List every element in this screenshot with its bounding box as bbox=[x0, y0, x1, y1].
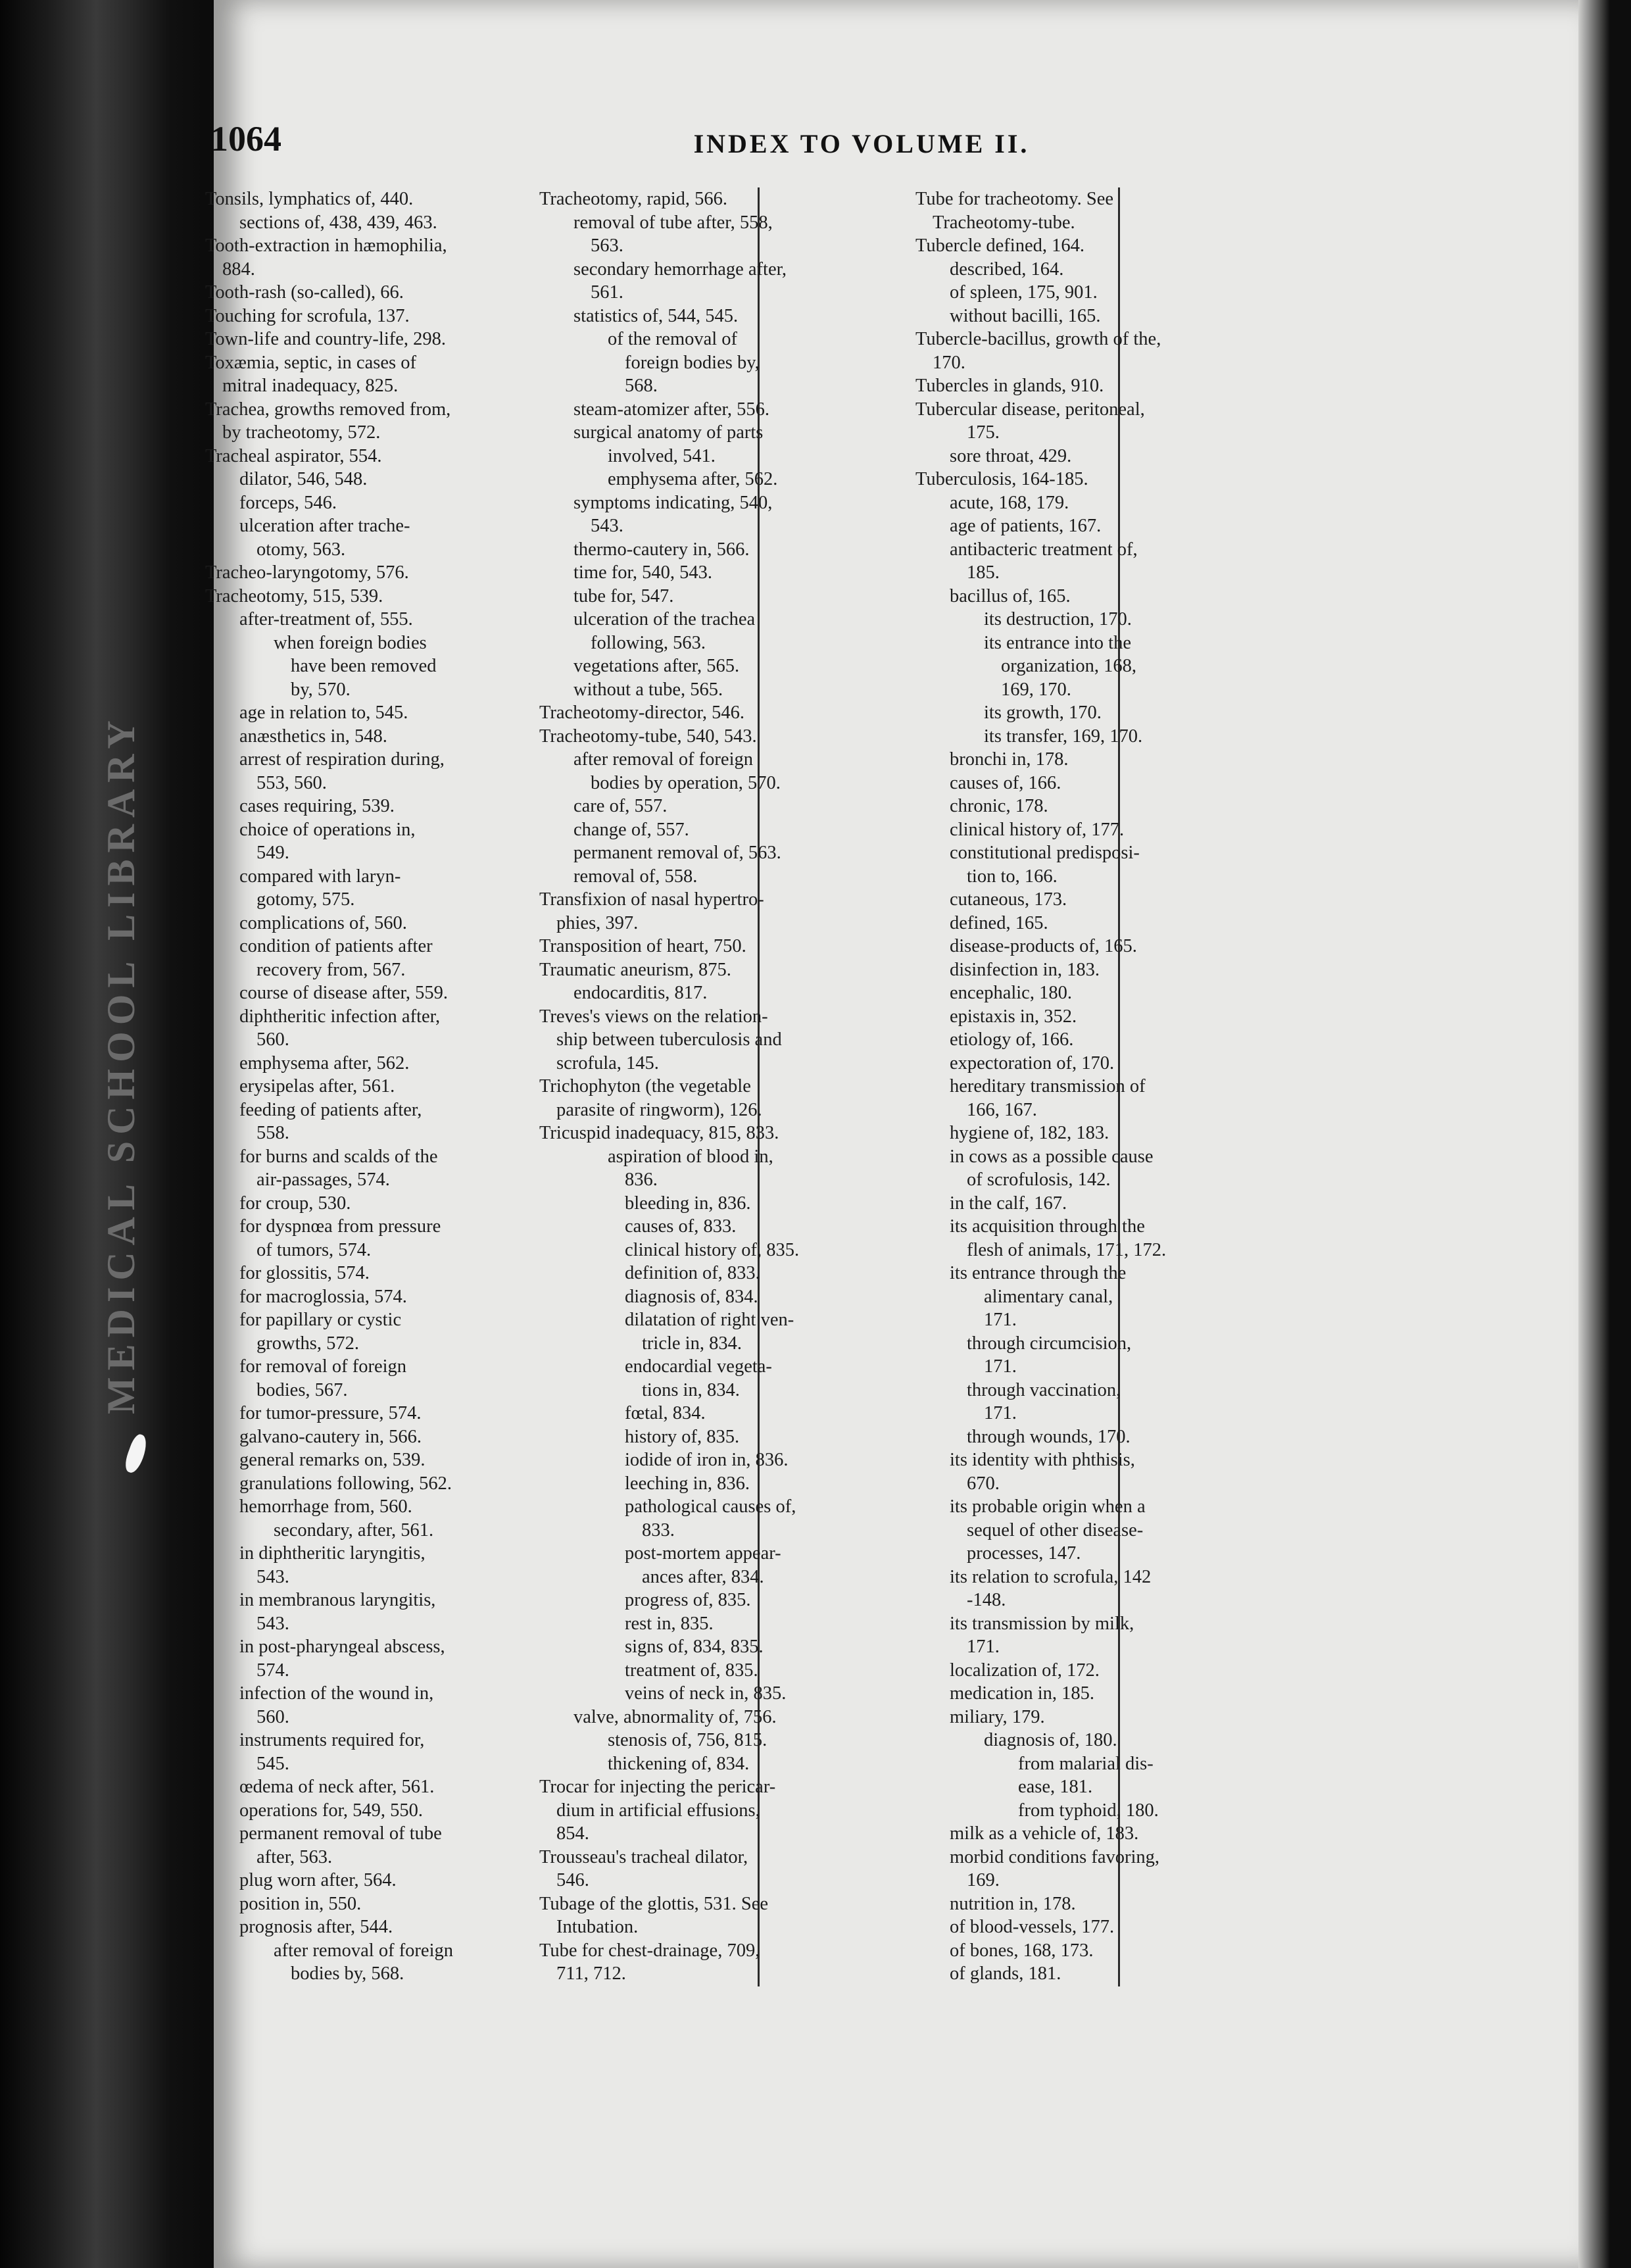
index-entry-line: clinical history of, 177. bbox=[950, 819, 1125, 840]
index-entry-line: 574. bbox=[256, 1660, 289, 1681]
index-entry-line: 553, 560. bbox=[256, 772, 327, 793]
index-entry-line: veins of neck in, 835. bbox=[625, 1683, 787, 1704]
index-entry-line: general remarks on, 539. bbox=[239, 1450, 426, 1470]
index-entry-line: Tooth-extraction in hæmophilia, bbox=[205, 235, 447, 256]
index-entry-line: 670. bbox=[967, 1473, 1000, 1494]
index-entry-line: aspiration of blood in, bbox=[608, 1146, 773, 1167]
index-entry-line: chronic, 178. bbox=[950, 796, 1048, 816]
index-entry-line: foreign bodies by, bbox=[625, 352, 760, 373]
index-entry-line: of bones, 168, 173. bbox=[950, 1940, 1094, 1961]
index-entry-line: Tube for tracheotomy. See bbox=[915, 189, 1114, 209]
index-entry-line: erysipelas after, 561. bbox=[239, 1076, 395, 1097]
index-entry-line: miliary, 179. bbox=[950, 1706, 1045, 1727]
index-entry-line: cases requiring, 539. bbox=[239, 796, 395, 816]
index-entry-line: signs of, 834, 835. bbox=[625, 1637, 764, 1657]
index-entry-line: for tumor-pressure, 574. bbox=[239, 1403, 422, 1423]
index-entry-line: gotomy, 575. bbox=[256, 889, 355, 910]
index-entry-line: its acquisition through the bbox=[950, 1216, 1145, 1237]
index-entry-line: encephalic, 180. bbox=[950, 983, 1072, 1003]
index-entry-line: Intubation. bbox=[556, 1917, 639, 1937]
index-entry-line: processes, 147. bbox=[967, 1543, 1081, 1564]
index-entry-line: ulceration of the trachea bbox=[573, 609, 756, 629]
page-edge bbox=[1578, 0, 1631, 2268]
index-entry-line: in membranous laryngitis, bbox=[239, 1590, 436, 1610]
index-entry-line: have been removed bbox=[291, 656, 437, 676]
index-entry-line: sequel of other disease- bbox=[967, 1519, 1144, 1541]
index-entry-line: tricle in, 834. bbox=[642, 1333, 742, 1354]
index-entry-line: 543. bbox=[256, 1613, 289, 1634]
index-entry-line: surgical anatomy of parts bbox=[573, 422, 764, 443]
index-entry-line: alimentary canal, bbox=[984, 1286, 1113, 1307]
index-entry-line: Tube for chest-drainage, 709, bbox=[539, 1940, 760, 1961]
index-entry-line: milk as a vehicle of, 183. bbox=[950, 1823, 1139, 1844]
index-entry-line: in the calf, 167. bbox=[950, 1193, 1067, 1214]
index-entry-line: 545. bbox=[256, 1753, 289, 1774]
index-entry-line: tion to, 166. bbox=[967, 866, 1058, 887]
index-entry-line: Tracheotomy-tube, 540, 543. bbox=[539, 726, 757, 747]
index-entry-line: fœtal, 834. bbox=[625, 1403, 706, 1423]
index-entry-line: air-passages, 574. bbox=[256, 1170, 390, 1190]
index-entry-line: by, 570. bbox=[291, 679, 351, 700]
index-entry-line: age of patients, 167. bbox=[950, 516, 1102, 536]
index-entry-line: change of, 557. bbox=[573, 819, 689, 840]
index-column-3 bbox=[915, 187, 1461, 1986]
index-entry-line: 833. bbox=[642, 1519, 675, 1541]
index-entry-line: prognosis after, 544. bbox=[239, 1917, 393, 1937]
index-entry-line: its identity with phthisis, bbox=[950, 1450, 1135, 1470]
index-entry-line: 568. bbox=[625, 376, 658, 396]
index-entry-line: granulations following, 562. bbox=[239, 1473, 452, 1494]
index-entry-line: Traumatic aneurism, 875. bbox=[539, 959, 731, 980]
index-entry-line: care of, 557. bbox=[573, 796, 668, 816]
index-entry-line: acute, 168, 179. bbox=[950, 492, 1069, 513]
index-entry-line: when foreign bodies bbox=[274, 632, 427, 653]
index-entry-line: treatment of, 835. bbox=[625, 1660, 758, 1681]
index-entry-line: for dyspnœa from pressure bbox=[239, 1216, 441, 1237]
index-entry-line: -148. bbox=[967, 1590, 1006, 1610]
index-entry-line: Tracheotomy-tube. bbox=[933, 212, 1075, 233]
index-entry-line: permanent removal of, 563. bbox=[573, 843, 781, 863]
index-entry-line: defined, 165. bbox=[950, 912, 1048, 933]
index-entry-line: ease, 181. bbox=[1018, 1777, 1093, 1797]
index-entry-line: instruments required for, bbox=[239, 1730, 425, 1750]
index-entry-line: diphtheritic infection after, bbox=[239, 1006, 441, 1027]
index-entry-line: removal of tube after, 558, bbox=[573, 212, 773, 233]
index-entry-line: thickening of, 834. bbox=[608, 1753, 750, 1774]
index-entry-line: infection of the wound in, bbox=[239, 1683, 434, 1704]
index-entry-line: disease-products of, 165. bbox=[950, 936, 1137, 956]
index-entry-line: 854. bbox=[556, 1823, 589, 1844]
index-entry-line: removal of, 558. bbox=[573, 866, 698, 887]
index-entry-line: 543. bbox=[591, 516, 623, 536]
index-entry-line: endocarditis, 817. bbox=[573, 983, 708, 1003]
spine-label: MEDICAL SCHOOL LIBRARY bbox=[99, 714, 143, 1414]
book-spine bbox=[0, 0, 214, 2268]
index-entry-line: operations for, 549, 550. bbox=[239, 1800, 424, 1821]
index-entry-line: 561. bbox=[591, 282, 623, 303]
index-entry-line: following, 563. bbox=[591, 632, 706, 653]
index-entry-line: Tracheal aspirator, 554. bbox=[205, 445, 382, 466]
index-entry-line: from typhoid, 180. bbox=[1018, 1800, 1159, 1821]
index-entry-line: post-mortem appear- bbox=[625, 1543, 781, 1564]
index-entry-line: etiology of, 166. bbox=[950, 1029, 1074, 1050]
index-entry-line: parasite of ringworm), 126. bbox=[556, 1099, 762, 1120]
index-entry-line: sections of, 438, 439, 463. bbox=[239, 212, 437, 233]
index-entry-line: 549. bbox=[256, 843, 289, 863]
index-entry-line: bodies, 567. bbox=[256, 1379, 348, 1400]
index-entry-line: mitral inadequacy, 825. bbox=[222, 376, 399, 396]
index-entry-line: 171. bbox=[967, 1637, 1000, 1657]
index-entry-line: 169, 170. bbox=[1001, 679, 1071, 700]
index-entry-line: feeding of patients after, bbox=[239, 1099, 422, 1120]
index-entry-line: for glossitis, 574. bbox=[239, 1263, 370, 1283]
index-entry-line: emphysema after, 562. bbox=[608, 469, 778, 489]
index-entry-line: 171. bbox=[984, 1356, 1017, 1377]
index-entry-line: Tubercle-bacillus, growth of the, bbox=[915, 329, 1161, 349]
index-entry-line: course of disease after, 559. bbox=[239, 983, 448, 1003]
running-head: INDEX TO VOLUME II. bbox=[693, 129, 1030, 159]
index-entry-line: Treves's views on the relation- bbox=[539, 1006, 768, 1027]
index-entry-line: dilator, 546, 548. bbox=[239, 469, 368, 489]
index-entry-line: Touching for scrofula, 137. bbox=[205, 305, 410, 326]
index-entry-line: through vaccination, bbox=[967, 1379, 1121, 1400]
index-entry-line: of spleen, 175, 901. bbox=[950, 282, 1098, 303]
index-entry-line: without a tube, 565. bbox=[573, 679, 723, 700]
index-entry-line: pathological causes of, bbox=[625, 1496, 796, 1517]
index-entry-line: Transfixion of nasal hypertro- bbox=[539, 889, 764, 910]
index-entry-line: plug worn after, 564. bbox=[239, 1870, 397, 1890]
index-entry-line: iodide of iron in, 836. bbox=[625, 1450, 789, 1470]
index-entry-line: localization of, 172. bbox=[950, 1660, 1100, 1681]
index-entry-line: secondary hemorrhage after, bbox=[573, 259, 787, 280]
index-entry-line: age in relation to, 545. bbox=[239, 703, 408, 723]
index-entry-line: sore throat, 429. bbox=[950, 445, 1072, 466]
index-entry-line: hereditary transmission of bbox=[950, 1076, 1146, 1097]
index-entry-line: clinical history of, 835. bbox=[625, 1239, 800, 1260]
index-entry-line: morbid conditions favoring, bbox=[950, 1846, 1159, 1867]
index-entry-line: 185. bbox=[967, 562, 1000, 583]
index-entry-line: Trocar for injecting the pericar- bbox=[539, 1777, 776, 1797]
index-entry-line: scrofula, 145. bbox=[556, 1052, 659, 1073]
index-entry-line: of tumors, 574. bbox=[256, 1239, 372, 1260]
index-entry-line: 836. bbox=[625, 1170, 658, 1190]
index-entry-line: of the removal of bbox=[608, 329, 738, 349]
index-entry-line: its transfer, 169, 170. bbox=[984, 726, 1143, 747]
index-entry-line: bleeding in, 836. bbox=[625, 1193, 751, 1214]
index-entry-line: complications of, 560. bbox=[239, 912, 407, 933]
index-entry-line: its probable origin when a bbox=[950, 1496, 1146, 1517]
index-entry-line: diagnosis of, 180. bbox=[984, 1730, 1117, 1750]
index-entry-line: growths, 572. bbox=[256, 1333, 359, 1354]
index-entry-line: dium in artificial effusions, bbox=[556, 1800, 760, 1821]
index-entry-line: 884. bbox=[222, 259, 255, 280]
index-entry-line: after removal of foreign bbox=[573, 749, 753, 770]
index-entry-line: nutrition in, 178. bbox=[950, 1893, 1076, 1914]
index-entry-line: diagnosis of, 834. bbox=[625, 1286, 758, 1307]
index-entry-line: 711, 712. bbox=[556, 1963, 626, 1984]
index-entry-line: compared with laryn- bbox=[239, 866, 401, 887]
index-entry-line: endocardial vegeta- bbox=[625, 1356, 772, 1377]
index-entry-line: without bacilli, 165. bbox=[950, 305, 1101, 326]
index-entry-line: for croup, 530. bbox=[239, 1193, 351, 1214]
index-entry-line: ances after, 834. bbox=[642, 1566, 764, 1587]
index-entry-line: bodies by operation, 570. bbox=[591, 772, 781, 793]
index-entry-line: forceps, 546. bbox=[239, 492, 337, 513]
index-entry-line: condition of patients after bbox=[239, 936, 433, 956]
index-entry-line: organization, 168, bbox=[1001, 656, 1137, 676]
index-entry-line: flesh of animals, 171, 172. bbox=[967, 1239, 1167, 1260]
index-entry-line: time for, 540, 543. bbox=[573, 562, 712, 583]
index-entry-line: cutaneous, 173. bbox=[950, 889, 1067, 910]
index-entry-line: symptoms indicating, 540, bbox=[573, 492, 773, 513]
index-entry-line: in diphtheritic laryngitis, bbox=[239, 1543, 426, 1564]
index-entry-line: Tracheotomy, rapid, 566. bbox=[539, 189, 728, 209]
index-entry-line: arrest of respiration during, bbox=[239, 749, 445, 770]
index-entry-line: causes of, 166. bbox=[950, 772, 1061, 793]
index-entry-line: 563. bbox=[591, 235, 623, 256]
index-entry-line: its growth, 170. bbox=[984, 703, 1102, 723]
index-entry-line: of blood-vessels, 177. bbox=[950, 1917, 1115, 1937]
index-entry-line: its destruction, 170. bbox=[984, 609, 1132, 629]
index-entry-line: Tubercles in glands, 910. bbox=[915, 376, 1104, 396]
index-entry-line: phies, 397. bbox=[556, 912, 639, 933]
index-entry-line: tube for, 547. bbox=[573, 585, 674, 606]
index-entry-line: ulceration after trache- bbox=[239, 516, 410, 536]
index-entry-line: thermo-cautery in, 566. bbox=[573, 539, 750, 560]
index-entry-line: its entrance through the bbox=[950, 1263, 1127, 1283]
index-entry-line: 171. bbox=[984, 1310, 1017, 1330]
index-entry-line: Town-life and country-life, 298. bbox=[205, 329, 447, 349]
index-entry-line: in post-pharyngeal abscess, bbox=[239, 1637, 445, 1657]
index-entry-line: stenosis of, 756, 815. bbox=[608, 1730, 767, 1750]
index-entry-line: for burns and scalds of the bbox=[239, 1146, 438, 1167]
index-entry-line: 560. bbox=[256, 1029, 289, 1050]
index-entry-line: bronchi in, 178. bbox=[950, 749, 1069, 770]
index-entry-line: vegetations after, 565. bbox=[573, 656, 740, 676]
index-entry-line: bacillus of, 165. bbox=[950, 585, 1071, 606]
index-entry-line: Trachea, growths removed from, bbox=[205, 399, 451, 420]
index-entry-line: emphysema after, 562. bbox=[239, 1052, 410, 1073]
index-entry-line: progress of, 835. bbox=[625, 1590, 751, 1610]
index-entry-line: 169. bbox=[967, 1870, 1000, 1890]
index-entry-line: 170. bbox=[933, 352, 965, 373]
index-entry-line: rest in, 835. bbox=[625, 1613, 714, 1634]
index-entry-line: after removal of foreign bbox=[274, 1940, 453, 1961]
index-entry-line: for macroglossia, 574. bbox=[239, 1286, 407, 1307]
index-entry-line: 560. bbox=[256, 1706, 289, 1727]
index-entry-line: its relation to scrofula, 142 bbox=[950, 1566, 1152, 1587]
index-entry-line: choice of operations in, bbox=[239, 819, 416, 840]
index-entry-line: bodies by, 568. bbox=[291, 1963, 404, 1984]
index-entry-line: of scrofulosis, 142. bbox=[967, 1170, 1111, 1190]
index-entry-line: Tricuspid inadequacy, 815, 833. bbox=[539, 1123, 779, 1143]
index-entry-line: in cows as a possible cause bbox=[950, 1146, 1154, 1167]
index-entry-line: definition of, 833. bbox=[625, 1263, 760, 1283]
index-entry-line: 175. bbox=[967, 422, 1000, 443]
index-entry-line: Tonsils, lymphatics of, 440. bbox=[205, 189, 414, 209]
index-entry-line: causes of, 833. bbox=[625, 1216, 737, 1237]
index-entry-line: expectoration of, 170. bbox=[950, 1052, 1115, 1073]
index-entry-line: Tracheo-laryngotomy, 576. bbox=[205, 562, 409, 583]
index-entry-line: galvano-cautery in, 566. bbox=[239, 1426, 422, 1447]
index-entry-line: Tubage of the glottis, 531. See bbox=[539, 1893, 769, 1914]
page-number: 1064 bbox=[210, 119, 281, 159]
index-entry-line: ship between tuberculosis and bbox=[556, 1029, 782, 1050]
index-entry-line: valve, abnormality of, 756. bbox=[573, 1706, 777, 1727]
index-entry-line: statistics of, 544, 545. bbox=[573, 305, 739, 326]
index-entry-line: œdema of neck after, 561. bbox=[239, 1777, 435, 1797]
index-entry-line: 166, 167. bbox=[967, 1099, 1037, 1120]
index-entry-line: tions in, 834. bbox=[642, 1379, 740, 1400]
index-entry-line: Tubercle defined, 164. bbox=[915, 235, 1084, 256]
index-entry-line: dilatation of right ven- bbox=[625, 1310, 794, 1330]
index-entry-line: Tooth-rash (so-called), 66. bbox=[205, 282, 404, 303]
index-entry-line: recovery from, 567. bbox=[256, 959, 406, 980]
index-entry-line: 171. bbox=[984, 1403, 1017, 1423]
index-entry-line: Trichophyton (the vegetable bbox=[539, 1076, 751, 1097]
index-entry-line: Tuberculosis, 164-185. bbox=[915, 469, 1088, 489]
index-entry-line: antibacteric treatment of, bbox=[950, 539, 1138, 560]
index-entry-line: through wounds, 170. bbox=[967, 1426, 1131, 1447]
index-entry-line: involved, 541. bbox=[608, 445, 716, 466]
index-entry-line: by tracheotomy, 572. bbox=[222, 422, 381, 443]
index-entry-line: Tracheotomy, 515, 539. bbox=[205, 585, 383, 606]
index-entry-line: its transmission by milk, bbox=[950, 1613, 1134, 1634]
index-entry-line: Tracheotomy-director, 546. bbox=[539, 703, 745, 723]
index-entry-line: for removal of foreign bbox=[239, 1356, 407, 1377]
index-entry-line: secondary, after, 561. bbox=[274, 1519, 434, 1541]
index-entry-line: Transposition of heart, 750. bbox=[539, 936, 746, 956]
index-entry-line: history of, 835. bbox=[625, 1426, 740, 1447]
index-entry-line: 546. bbox=[556, 1870, 589, 1890]
index-entry-line: Trousseau's tracheal dilator, bbox=[539, 1846, 748, 1867]
index-entry-line: hygiene of, 182, 183. bbox=[950, 1123, 1109, 1143]
index-entry-line: epistaxis in, 352. bbox=[950, 1006, 1077, 1027]
index-entry-line: its entrance into the bbox=[984, 632, 1131, 653]
index-entry-line: steam-atomizer after, 556. bbox=[573, 399, 769, 420]
index-entry-line: permanent removal of tube bbox=[239, 1823, 442, 1844]
index-entry-line: 543. bbox=[256, 1566, 289, 1587]
index-entry-line: disinfection in, 183. bbox=[950, 959, 1100, 980]
index-entry-line: 558. bbox=[256, 1123, 289, 1143]
index-entry-line: after-treatment of, 555. bbox=[239, 609, 413, 629]
index-entry-line: hemorrhage from, 560. bbox=[239, 1496, 412, 1517]
index-entry-line: otomy, 563. bbox=[256, 539, 346, 560]
index-entry-line: through circumcision, bbox=[967, 1333, 1132, 1354]
index-entry-line: constitutional predisposi- bbox=[950, 843, 1140, 863]
index-entry-line: of glands, 181. bbox=[950, 1963, 1061, 1984]
index-entry-line: position in, 550. bbox=[239, 1893, 362, 1914]
index-entry-line: from malarial dis- bbox=[1018, 1753, 1154, 1774]
index-entry-line: described, 164. bbox=[950, 259, 1064, 280]
index-entry-line: medication in, 185. bbox=[950, 1683, 1095, 1704]
index-entry-line: for papillary or cystic bbox=[239, 1310, 402, 1330]
index-entry-line: Tubercular disease, peritoneal, bbox=[915, 399, 1145, 420]
index-entry-line: Toxæmia, septic, in cases of bbox=[205, 352, 416, 373]
index-entry-line: leeching in, 836. bbox=[625, 1473, 750, 1494]
index-entry-line: anæsthetics in, 548. bbox=[239, 726, 387, 747]
index-entry-line: after, 563. bbox=[256, 1846, 333, 1867]
